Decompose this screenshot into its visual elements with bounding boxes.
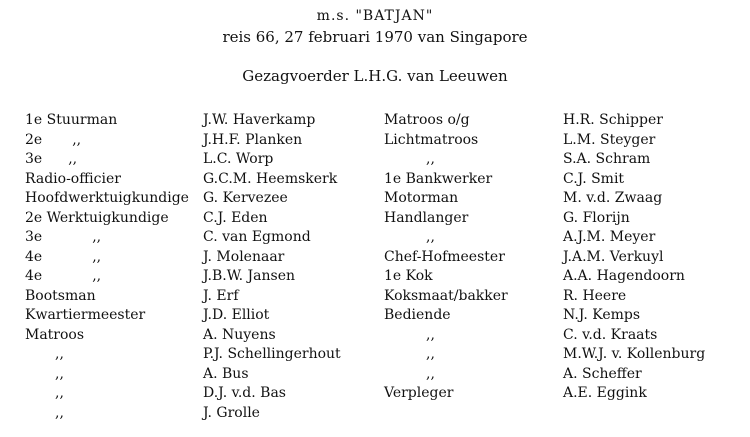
crew-rank: Bediende: [384, 307, 451, 323]
crew-rank: [25, 111, 225, 131]
rank-label: Kwartiermeester: [25, 307, 146, 323]
rank-label: 4e: [25, 268, 43, 284]
rank-label: 3e: [25, 151, 43, 167]
crew-name: S.A. Schram: [563, 151, 651, 167]
crew-rank: [25, 131, 225, 151]
crew-name: H.R. Schipper: [563, 112, 663, 128]
ditto-mark: ,,: [55, 404, 64, 421]
name-column-right: [563, 111, 750, 404]
rank-label: Bootsman: [25, 287, 96, 304]
crew-name: C. v.d. Kraats: [563, 326, 658, 343]
crew-name: A. Bus: [203, 365, 249, 382]
rank-label: 4e: [25, 248, 43, 265]
crew-rank: [25, 306, 225, 326]
crew-rank: [25, 189, 225, 209]
ditto-mark: ,,: [426, 346, 435, 362]
crew-name: A. Scheffer: [563, 365, 642, 382]
captain-line: Gezagvoerder L.H.G. van Leeuwen: [242, 67, 508, 85]
crew-name: A.E. Eggink: [563, 385, 647, 401]
rank-label: 2e Werktuigkundige: [25, 209, 169, 226]
crew-rank: Chef-Hofmeester: [384, 248, 505, 265]
crew-rank: [25, 404, 225, 424]
crew-rank: [25, 345, 225, 365]
ditto-mark: ,,: [72, 131, 82, 148]
crew-name: L.M. Steyger: [563, 131, 656, 148]
crew-rank: 1e Kok: [384, 268, 433, 284]
crew-rank: Matroos o/g: [384, 112, 470, 128]
crew-name: L.C. Worp: [203, 151, 274, 167]
ditto-mark: ,,: [426, 151, 435, 167]
rank-column-left: [25, 111, 225, 423]
ditto-mark: ,,: [55, 385, 64, 401]
rank-column-right: [384, 111, 584, 404]
crew-name: P.J. Schellingerhout: [203, 346, 341, 362]
ditto-mark: ,,: [426, 326, 435, 343]
crew-name: J. Erf: [203, 287, 239, 304]
rank-label: 1e Stuurman: [25, 112, 118, 128]
rank-label: 2e: [25, 131, 43, 148]
rank-label: Matroos: [25, 326, 85, 343]
crew-rank: [25, 150, 225, 170]
ditto-mark: ,,: [68, 151, 78, 167]
crew-name: J.A.M. Verkuyl: [563, 248, 664, 265]
crew-name: G. Kervezee: [203, 190, 288, 206]
ditto-mark: ,,: [55, 346, 64, 362]
crew-name: G. Florijn: [563, 209, 630, 226]
ditto-mark: ,,: [55, 365, 64, 382]
crew-name: J. Molenaar: [203, 248, 285, 265]
crew-name: N.J. Kemps: [563, 307, 641, 323]
crew-rank: Handlanger: [384, 209, 469, 226]
ditto-mark: ,,: [426, 229, 435, 245]
name-column-left: [203, 111, 403, 423]
crew-name: J.B.W. Jansen: [203, 268, 296, 284]
crew-name: C.J. Smit: [563, 170, 625, 187]
crew-name: M. v.d. Zwaag: [563, 190, 663, 206]
crew-name: C.J. Eden: [203, 209, 268, 226]
voyage-line: reis 66, 27 februari 1970 van Singapore: [222, 28, 528, 46]
ship-name: m.s. "BATJAN": [316, 8, 434, 24]
crew-name: J. Grolle: [203, 404, 260, 421]
crew-name: J.H.F. Planken: [203, 131, 303, 148]
crew-name: A.J.M. Meyer: [563, 229, 656, 245]
crew-rank: [25, 248, 225, 268]
crew-rank: [25, 228, 225, 248]
crew-rank: [25, 326, 225, 346]
ditto-mark: ,,: [426, 365, 435, 382]
crew-rank: [25, 209, 225, 229]
crew-name: G.C.M. Heemskerk: [203, 170, 338, 187]
crew-rank: Lichtmatroos: [384, 131, 479, 148]
ditto-mark: ,,: [92, 268, 102, 284]
crew-rank: Motorman: [384, 190, 459, 206]
crew-rank: Koksmaat/bakker: [384, 287, 508, 304]
crew-name: M.W.J. v. Kollenburg: [563, 346, 706, 362]
ditto-mark: ,,: [92, 248, 102, 265]
ditto-mark: ,,: [92, 229, 102, 245]
crew-name: J.D. Elliot: [203, 307, 270, 323]
crew-rank: [25, 170, 225, 190]
rank-label: 3e: [25, 229, 43, 245]
rank-label: Radio-officier: [25, 170, 121, 187]
crew-rank: [25, 287, 225, 307]
crew-rank: 1e Bankwerker: [384, 170, 493, 187]
crew-name: C. van Egmond: [203, 229, 311, 245]
crew-rank: Verpleger: [384, 385, 454, 401]
crew-name: J.W. Haverkamp: [203, 112, 316, 128]
crew-rank: [25, 267, 225, 287]
crew-name: A.A. Hagendoorn: [563, 268, 685, 284]
crew-rank: [25, 365, 225, 385]
crew-name: D.J. v.d. Bas: [203, 385, 286, 401]
crew-name: A. Nuyens: [203, 326, 276, 343]
crew-name: R. Heere: [563, 287, 627, 304]
rank-label: Hoofdwerktuigkundige: [25, 190, 189, 206]
crew-rank: [25, 384, 225, 404]
